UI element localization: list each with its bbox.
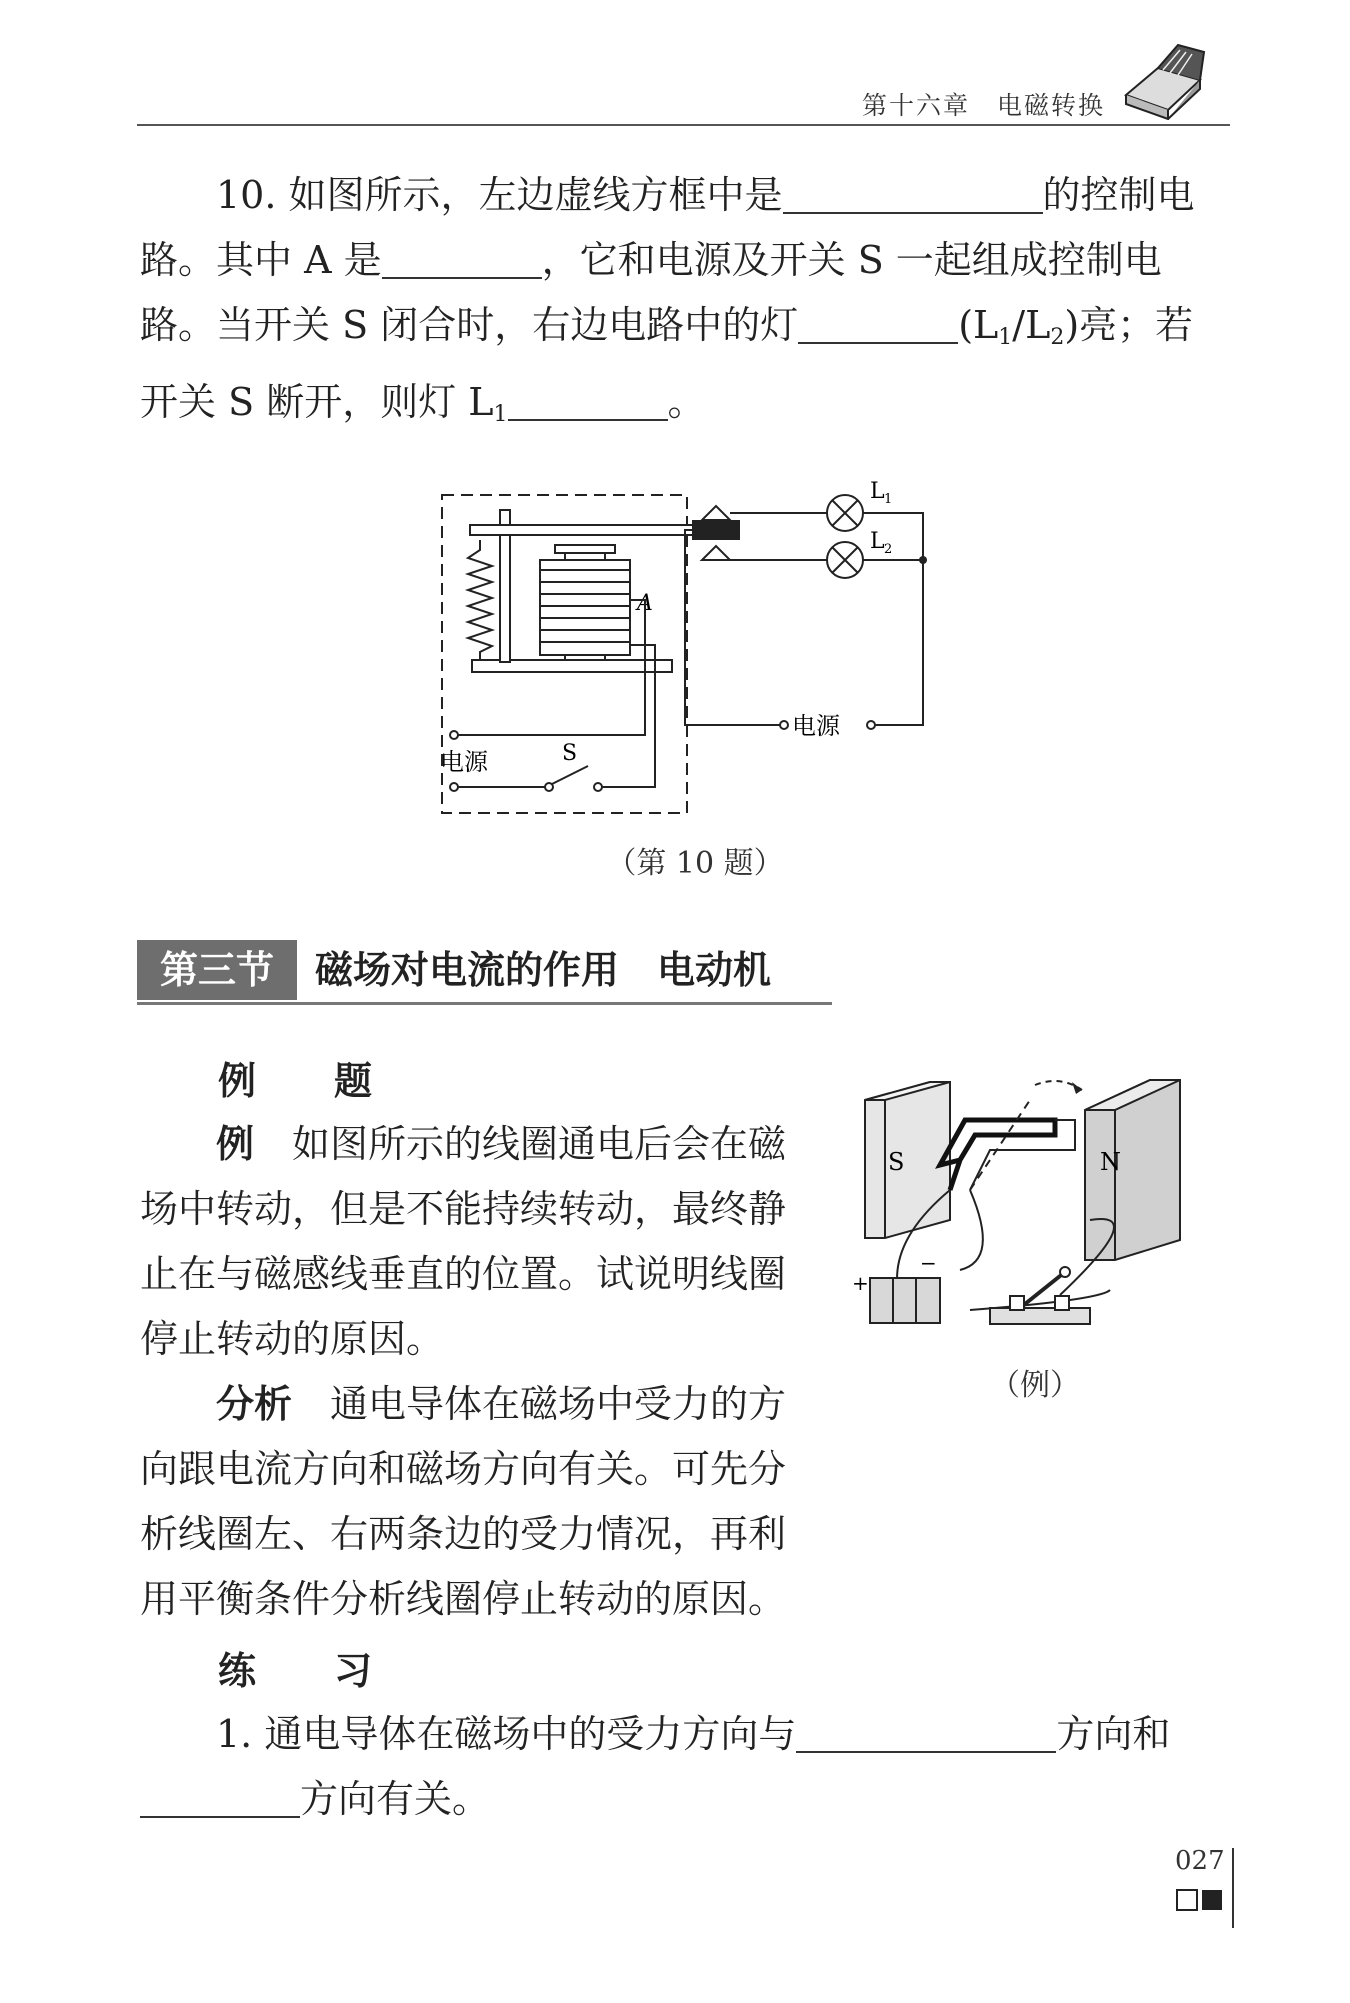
battery (870, 1278, 940, 1323)
q10-blank-2[interactable] (382, 237, 542, 279)
example-label: 例 (216, 1122, 255, 1166)
magnet-S (865, 1082, 950, 1238)
section-label: 第三节 (137, 940, 297, 1000)
figure-10-caption: （第 10 题） (606, 846, 784, 881)
q10-text-3: ，它和电源及开关 S 一起组成控制电路。当开关 S 闭合时，右边电路中的灯 (140, 238, 1162, 347)
chapter-header: 第十六章 电磁转换 (861, 91, 1105, 120)
q10-sub-1: 1 (998, 325, 1013, 350)
q10-text-5: /L (1012, 303, 1051, 347)
label-L1: L (870, 479, 885, 504)
section-title: 磁场对电流的作用 电动机 (315, 948, 772, 992)
header-rule (137, 124, 1230, 126)
motor-coil-figure (850, 1060, 1190, 1360)
q10-sub-3: 1 (493, 402, 508, 427)
practice-q1-blank-2[interactable] (140, 1776, 300, 1818)
label-plus: + (852, 1271, 869, 1295)
contact-block (692, 520, 740, 540)
example-text: 如图所示的线圈通电后会在磁场中转动，但是不能持续转动，最终静止在与磁感线垂直的位置。试说明线圈停止转动的原因。 (140, 1122, 787, 1361)
practice-q1-text-3: 方向有关。 (300, 1777, 491, 1821)
example-figure-caption: （例） (990, 1368, 1080, 1403)
armature-arm (470, 525, 695, 535)
q10-text-2: 的控制电路。其中 A 是 (140, 173, 1195, 282)
label-L1-sub: 1 (884, 492, 893, 507)
label-power-right: 电源 (792, 712, 840, 740)
q10-blank-3[interactable] (798, 302, 958, 344)
section-heading (137, 940, 832, 1005)
electromagnet-coil (540, 560, 630, 655)
label-L2-sub: 2 (884, 542, 893, 557)
example-heading: 例 题 (218, 1059, 393, 1103)
q10-sub-2: 2 (1050, 325, 1065, 350)
knife-switch (990, 1308, 1090, 1324)
relay-circuit-figure (430, 470, 950, 820)
label-power-left: 电源 (440, 748, 488, 776)
label-magnet-S: S (888, 1148, 905, 1176)
label-minus: − (920, 1251, 937, 1275)
practice-heading: 练 习 (218, 1649, 393, 1693)
q10-blank-4[interactable] (508, 379, 668, 421)
practice-q1-text-2: 方向和 (1056, 1712, 1171, 1756)
page-number-rule (1232, 1848, 1234, 1928)
label-L2: L (870, 529, 885, 554)
q10-text-1: 10. 如图所示，左边虚线方框中是 (216, 173, 783, 217)
label-magnet-N: N (1100, 1148, 1121, 1176)
practice-q1-text-1: 1. 通电导体在磁场中的受力方向与 (216, 1712, 797, 1756)
q10-text-4: (L (958, 303, 999, 347)
q10-text-6: )亮；若开关 S 断开，则灯 L (140, 303, 1194, 424)
page-marker-icon (1175, 1888, 1225, 1912)
q10-blank-1[interactable] (783, 172, 1043, 214)
practice-question-1 (140, 1702, 1230, 1832)
label-S: S (562, 741, 578, 766)
coil (940, 1120, 1055, 1190)
book-icon (1118, 40, 1208, 120)
practice-q1-blank-1[interactable] (796, 1711, 1056, 1753)
spring (468, 540, 492, 660)
page-number: 027 (1175, 1846, 1225, 1876)
analysis-text: 通电导体在磁场中受力的方向跟电流方向和磁场方向有关。可先分析线圈左、右两条边的受力情况，再利用平衡条件分析线圈停止转动的原因。 (140, 1382, 787, 1621)
q10-text-7: 。 (667, 380, 706, 424)
example-body (140, 1112, 800, 1632)
question-10 (140, 163, 1230, 447)
analysis-label: 分析 (216, 1382, 293, 1426)
rotation-axis (970, 1100, 1030, 1190)
label-A: A (637, 591, 653, 616)
switch-S (545, 783, 553, 791)
